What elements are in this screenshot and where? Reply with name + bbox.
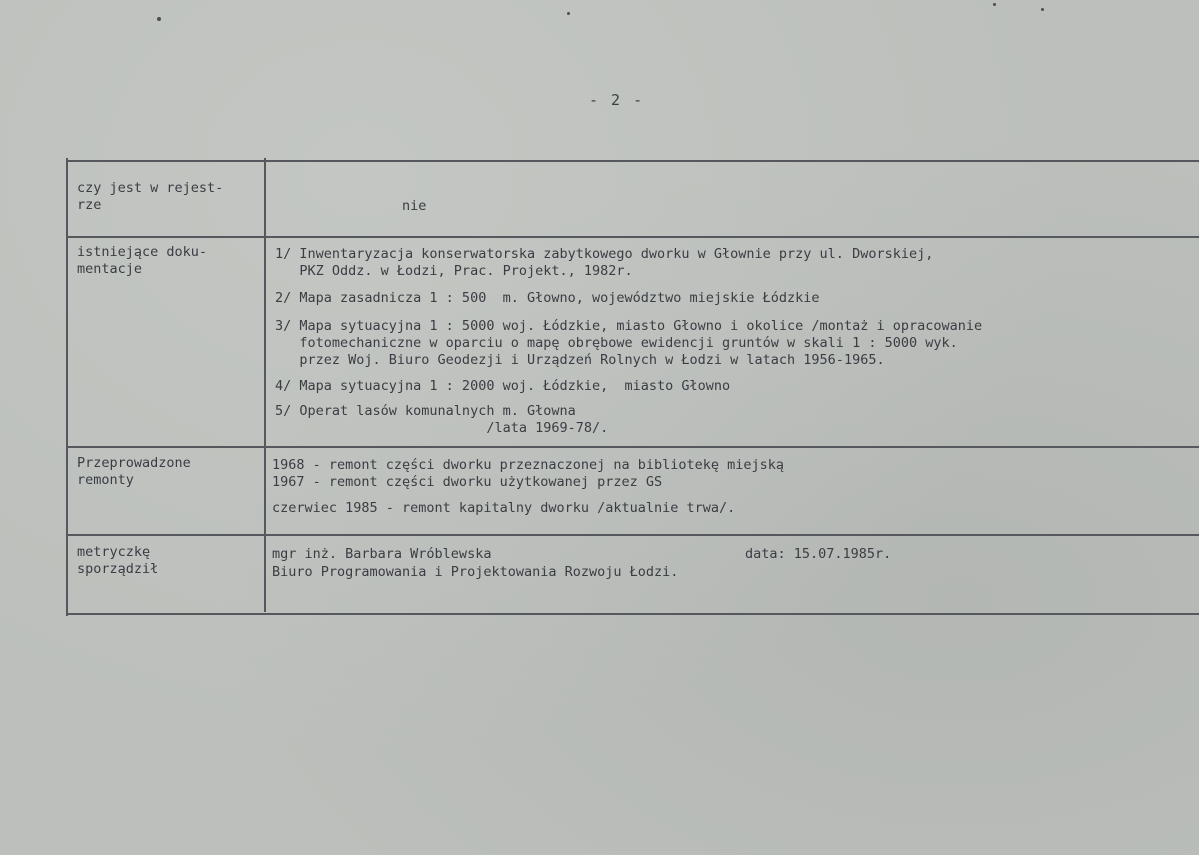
author-office: Biuro Programowania i Projektowania Rozwoju Łodzi. (272, 564, 679, 580)
documentation-item-5: 5/ Operat lasów komunalnych m. Głowna /lata 1969-78/. (275, 403, 609, 436)
documentation-item-4: 4/ Mapa sytuacyjna 1 : 2000 woj. Łódzkie, miasto Głowno (275, 378, 731, 394)
column-divider (264, 158, 266, 612)
paper-speck (567, 12, 570, 15)
row-divider-2 (66, 446, 1199, 448)
row-divider-3 (66, 534, 1199, 536)
documentation-item-1: 1/ Inwentaryzacja konserwatorska zabytkowego dworku w Głownie przy ul. Dworskiej, PKZ Oddz. w Łodzi, Prac. Projekt., 1982r. (275, 246, 934, 279)
table-border-top (66, 160, 1199, 162)
paper-speck (157, 17, 161, 21)
paper-speck (993, 3, 996, 6)
label-documentation: istniejące doku- mentacje (77, 244, 208, 277)
label-register: czy jest w rejest- rze (77, 180, 224, 213)
value-register: nie (402, 198, 427, 214)
renovations-item-2: czerwiec 1985 - remont kapitalny dworku /aktualnie trwa/. (272, 500, 736, 516)
prepared-date: data: 15.07.1985r. (745, 546, 892, 562)
paper-speck (1041, 8, 1044, 11)
table-border-bottom (66, 613, 1199, 615)
renovations-item-1: 1968 - remont części dworku przeznaczonej na bibliotekę miejską 1967 - remont części dworku użytkowanej przez GS (272, 457, 785, 490)
label-renovations: Przeprowadzone remonty (77, 455, 191, 488)
page-number: - 2 - (589, 91, 645, 109)
row-divider-1 (66, 236, 1199, 238)
documentation-item-2: 2/ Mapa zasadnicza 1 : 500 m. Głowno, województwo miejskie Łódzkie (275, 290, 820, 306)
author-name: mgr inż. Barbara Wróblewska (272, 546, 492, 562)
documentation-item-3: 3/ Mapa sytuacyjna 1 : 5000 woj. Łódzkie, miasto Głowno i okolice /montaż i opracowanie fotomechaniczne w oparciu o mapę obrębowe ewidencji gruntów w skali 1 : 5000 wyk. przez Woj. Biuro Geodezji i Urządzeń Rolnych w Łodzi w latach 1956-1965. (275, 318, 983, 368)
label-prepared-by: metryczkę sporządził (77, 544, 159, 577)
table-border-left (66, 158, 68, 616)
